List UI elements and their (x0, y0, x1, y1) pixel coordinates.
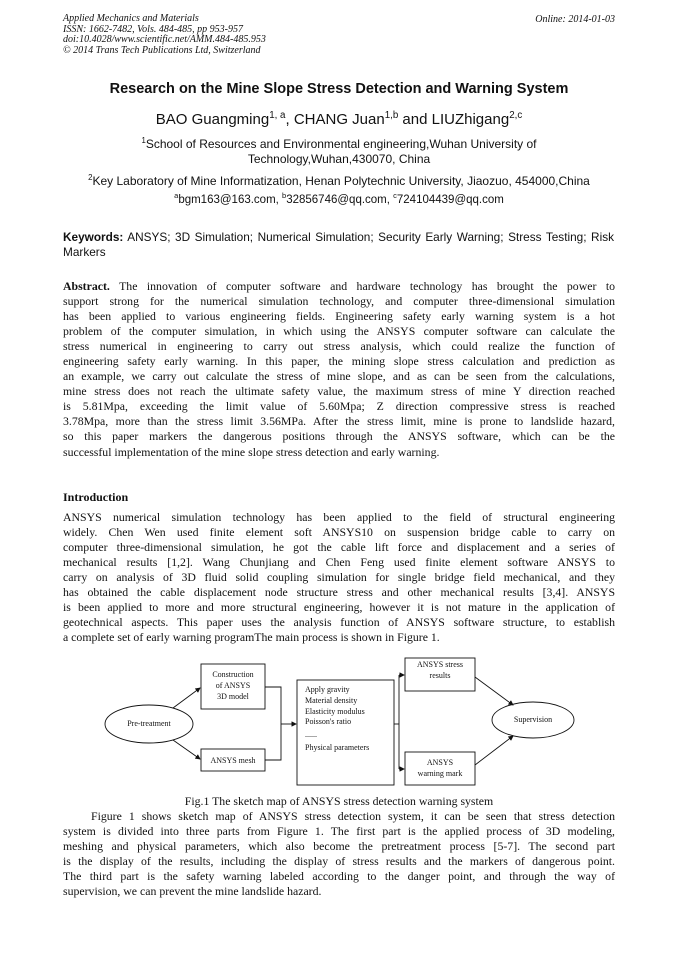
body-line: meshing and physical parameters, which also become the pretreatment process [5-7]. The second part (63, 839, 615, 854)
author-list (40, 111, 638, 128)
journal-header (63, 14, 266, 56)
email: bgm163@163.com, (178, 194, 283, 206)
author-name: BAO Guangming (155, 111, 270, 128)
parameter-item: Poisson's ratio (305, 717, 352, 727)
body-line: a complete set of early warning programThe main process is shown in Figure 1. (63, 630, 440, 645)
affiliation-1 (60, 137, 618, 167)
abstract-line: Abstract. The innovation of computer software and hardware technology has brought the power to (63, 279, 615, 293)
section-heading-introduction: Introduction (63, 490, 129, 504)
author-name: CHANG Juan (293, 111, 385, 128)
pretreatment-label: Pre-treatment (127, 719, 171, 728)
abstract-line: so this paper markers the dangerous positions through the ANSYS software, which can be the (63, 429, 615, 444)
parameter-item: Material density (305, 695, 358, 705)
online-date: Online: 2014-01-03 (535, 14, 615, 25)
doi: doi:10.4028/www.scientific.net/AMM.484-485.953 (63, 34, 266, 46)
affiliation-text: Key Laboratory of Mine Informatization, Henan Polytechnic University, Jiaozuo, 454000,China (92, 174, 590, 188)
body-line: Figure 1 shows sketch map of ANSYS stress detection system, it can be seen that stress detection (63, 809, 615, 823)
abstract-line: support strong for the numerical simulation technology, and computer three-dimensional simulation (63, 294, 615, 309)
body-line: is been applied to more and more structural engineering, however it is not mature in the application of (63, 600, 615, 615)
connector-construction (265, 687, 281, 760)
author-affiliation-mark: 1, a (269, 110, 286, 121)
arrow-warning-to-supervision (475, 736, 513, 765)
body-line: widely. Chen Wen used finite element soft ANSYS10 on suspension bridge cable to carry on (63, 525, 615, 540)
parameter-item: Apply gravity (305, 685, 350, 694)
abstract-line: is 5.81Mpa, exceeding the limit value of 5.60Mpa; Z direction compressive stress is reached (63, 399, 615, 414)
affiliation-2 (40, 174, 638, 189)
affiliation-number: 2 (88, 173, 93, 182)
body-line: computer three-dimensional simulation, he got the cable lift force and displacement and a series of (63, 540, 615, 555)
body-line: supervision, we can prevent the mine landslide hazard. (63, 884, 322, 899)
copyright: © 2014 Trans Tech Publications Ltd, Switzerland (63, 44, 261, 56)
body-line: geotechnical aspects. This paper uses the analysis function of ANSYS software structure, to establish (63, 615, 615, 630)
abstract-line: stress numerical in engineering to carry out stress analysis, which could realize the function of (63, 339, 615, 354)
arrow-pre-to-construction (173, 688, 200, 708)
issn: ISSN: 1662-7482, Vols. 484-485, pp 953-957 (63, 23, 243, 35)
author-affiliation-mark: 2,c (509, 110, 523, 121)
journal-name: Applied Mechanics and Materials (63, 13, 199, 24)
abstract-line: mine stress does not reach the ultimate safety value, the maximum stress of mine Y direction reached (63, 384, 615, 399)
keywords-label: Keywords: (63, 230, 124, 244)
body-line: ANSYS numerical simulation technology has been applied to the field of structural engineering (63, 510, 615, 524)
figure-1-flowchart (103, 655, 591, 791)
body-line: is the display of the results, including the display of stress results and the markers of dangerous point. (63, 854, 615, 869)
keywords-text: ANSYS; 3D Simulation; Numerical Simulation; Security Early Warning; Stress Testing; Risk Markers (63, 230, 614, 259)
author-name: LIUZhigang (431, 111, 510, 128)
email-mark: b (282, 191, 287, 201)
affiliation-number: 1 (141, 136, 146, 145)
keywords (63, 230, 614, 260)
parameters-list (305, 685, 369, 754)
email-mark: a (174, 191, 179, 201)
body-line: The third part is the safety warning labeled according to the danger point, and through the way of (63, 869, 615, 884)
body-line: has obtained the cable displacement node structure stress and other mechanical results [3,4]. ANSYS (63, 585, 615, 600)
email-mark: c (393, 191, 397, 201)
author-emails (40, 191, 638, 206)
paper-title: Research on the Mine Slope Stress Detection and Warning System (109, 81, 569, 97)
author-separator: and (398, 111, 432, 128)
abstract-label: Abstract. (63, 279, 110, 293)
abstract-line: successful implementation of the mine slope stress detection and early warning. (63, 444, 440, 459)
parameter-item: ...... (305, 730, 317, 740)
body-line: mechanical results [1,2]. Wang Chunjiang and Chen Feng used finite element software ANSYS to (63, 555, 615, 570)
arrow-pre-to-mesh (173, 740, 200, 759)
author-separator: , (285, 111, 294, 128)
author-affiliation-mark: 1,b (384, 110, 399, 121)
abstract-line: an example, we carry out calculate the stress of mine slope, and as can be seen from the calculations, (63, 369, 615, 384)
abstract-line: problem of the computer simulation, in which using the ANSYS computer software can calculate the (63, 324, 615, 339)
abstract (63, 279, 615, 460)
email: 724104439@qq.com (396, 194, 504, 206)
mesh-label: ANSYS mesh (210, 756, 256, 765)
warning-mark-label: ANSYS warning mark (417, 758, 463, 778)
figure-caption: Fig.1 The sketch map of ANSYS stress detection warning system (184, 794, 494, 808)
introduction-paragraph (63, 510, 615, 645)
abstract-line: engineering safety early warning. In this paper, the mining slope stress calculation and prediction as (63, 354, 615, 369)
supervision-label: Supervision (513, 715, 553, 724)
affiliation-text: School of Resources and Environmental engineering,Wuhan University of (145, 137, 537, 151)
abstract-line: 3.78Mpa, more than the stress limit 3.56MPa. After the stress limit, mine is prone to landslide hazard, (63, 414, 615, 429)
email: 32856746@qq.com, (286, 194, 394, 206)
abstract-line: has been applied to various engineering fields. Engineering safety early warning system is a hot (63, 309, 615, 324)
arrow-stress-to-supervision (475, 677, 513, 705)
stress-results-label: ANSYS stress results (416, 660, 463, 680)
body-line: system is divided into three parts from Figure 1. The first part is the applied process of 3D modeling, (63, 824, 615, 839)
discussion-paragraph (63, 809, 615, 899)
parameter-item: Physical parameters (305, 742, 370, 752)
body-line: carry on analysis of 3D fluid solid coupling simulation for single bridge field mechanical, and they (63, 570, 615, 585)
affiliation-text: Technology,Wuhan,430070, China (247, 152, 431, 166)
construction-label: Construction of ANSYS 3D model (212, 670, 254, 701)
parameter-item: Elasticity modulus (305, 706, 365, 716)
